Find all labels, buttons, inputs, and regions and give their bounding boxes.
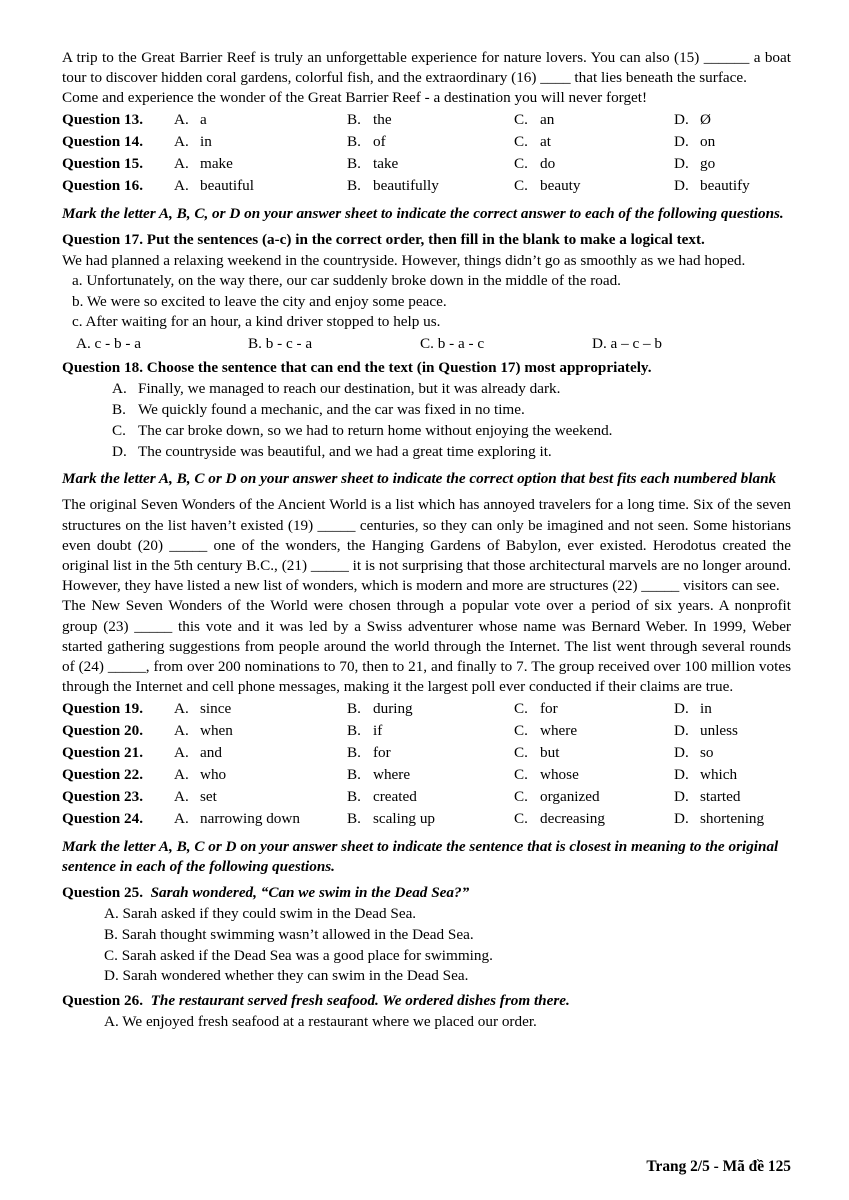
option-c[interactable] (514, 786, 674, 808)
option-a[interactable] (174, 808, 347, 830)
option-label: D. (674, 110, 689, 128)
option-text: unless (700, 721, 738, 739)
option-label: B. (347, 132, 361, 150)
mcq-row (62, 131, 791, 153)
instruction-3: Mark the letter A, B, C or D on your answer sheet to indicate the sentence that is closest in meaning to the original sentence in each of the following questions. (62, 837, 779, 875)
option-text: decreasing (540, 809, 605, 827)
mcq-row (62, 109, 791, 131)
passage-2-paragraph-1: The original Seven Wonders of the Ancient World is a list which has annoyed travelers for a long time. Six of the seven structures on the list haven’t existed (19) _____ centuries, so they can only be imagined and not seen. Some historians even doubt (20) _____ one of the wonders, the Hanging Gardens of Babylon, ever existed. Herodotus created the original list in the 5th century B.C., (21) _____ it is not surprising that those architectural marvels are no longer around. However, they have listed a new list of wonders, which is modern and more are structures (22) _____ visitors can see. (62, 496, 791, 595)
option-text: narrowing down (200, 809, 300, 827)
instruction-2: Mark the letter A, B, C or D on your answer sheet to indicate the correct option that best fits each numbered blank (62, 470, 777, 488)
list-item: c. After waiting for an hour, a kind driver stopped to help us. (72, 313, 441, 331)
option-text: when (200, 721, 233, 739)
option-label: C. (514, 699, 528, 717)
option-text: which (700, 765, 738, 783)
question-26-heading (62, 991, 791, 1011)
mcq-block-1 (62, 109, 791, 197)
option-label: A. (174, 721, 189, 739)
option-d[interactable]: D. Sarah wondered whether they can swim in the Dead Sea. (104, 967, 469, 985)
option-label: D. (674, 765, 689, 783)
option-text: shortening (700, 809, 765, 827)
option-text: beauty (540, 176, 581, 194)
question-number: Question 25. (62, 884, 144, 902)
option-text: for (540, 699, 558, 717)
option-text: beautify (700, 176, 750, 194)
option-d[interactable] (674, 131, 814, 153)
option-a[interactable] (174, 786, 347, 808)
option-d[interactable] (674, 720, 814, 742)
mcq-row (62, 175, 791, 197)
option-d[interactable] (674, 698, 814, 720)
option-label: B. (347, 154, 361, 172)
option-text: who (200, 765, 227, 783)
question-number: Question 23. (62, 787, 144, 805)
option-label: C. (514, 176, 528, 194)
option-a[interactable] (174, 131, 347, 153)
option-c[interactable] (514, 742, 674, 764)
option-label: C. (514, 721, 528, 739)
option-text: during (373, 699, 413, 717)
option-text: created (373, 787, 417, 805)
mcq-row (62, 742, 791, 764)
option-c[interactable] (514, 808, 674, 830)
option-c[interactable] (514, 698, 674, 720)
option-label: A. (174, 787, 189, 805)
page-footer: Trang 2/5 - Mã đề 125 (646, 1158, 791, 1175)
question-18-options (62, 379, 791, 462)
option-a[interactable] (174, 175, 347, 197)
option-text: in (200, 132, 212, 150)
option-c[interactable]: C. b - a - c (420, 334, 485, 352)
question-17-heading: Question 17. Put the sentences (a-c) in the correct order, then fill in the blank to make a logical text. (62, 231, 705, 248)
mcq-block-2 (62, 698, 791, 830)
question-25-options (62, 904, 791, 987)
option-d[interactable] (674, 742, 814, 764)
option-label: D. (674, 176, 689, 194)
option-text: whose (540, 765, 579, 783)
option-label: B. (347, 721, 361, 739)
option-label: C. (514, 765, 528, 783)
option-b[interactable]: B. Sarah thought swimming wasn’t allowed in the Dead Sea. (104, 926, 474, 944)
option-d[interactable] (674, 109, 814, 131)
reading-intro-paragraph-2: Come and experience the wonder of the Great Barrier Reef - a destination you will never forget! (62, 89, 648, 107)
option-label: D. (674, 154, 689, 172)
option-label: C. (514, 154, 528, 172)
option-label: B. (347, 176, 361, 194)
option-c[interactable] (514, 153, 674, 175)
option-text: organized (540, 787, 600, 805)
option-label: A. (174, 743, 189, 761)
option-label: D. (674, 743, 689, 761)
question-stem: The restaurant served fresh seafood. We ordered dishes from there. (150, 992, 570, 1010)
option-text: at (540, 132, 551, 150)
option-label: D. (674, 787, 689, 805)
option-b[interactable] (347, 808, 514, 830)
option-d[interactable] (674, 808, 814, 830)
option-text: where (540, 721, 578, 739)
option-label: A. (174, 110, 189, 128)
option-d[interactable] (674, 786, 814, 808)
option-b[interactable] (347, 175, 514, 197)
option-c[interactable]: C. Sarah asked if the Dead Sea was a good place for swimming. (104, 946, 493, 964)
option-text: set (200, 787, 217, 805)
question-18-heading: Question 18. Choose the sentence that can end the text (in Question 17) most appropriately. (62, 359, 652, 377)
question-number: Question 13. (62, 110, 144, 128)
option-label: C. (514, 132, 528, 150)
option-b[interactable] (347, 131, 514, 153)
option-label: B. (347, 110, 361, 128)
question-stem: Sarah wondered, “Can we swim in the Dead Sea?” (150, 884, 470, 902)
option-text: where (373, 765, 411, 783)
question-number: Question 16. (62, 176, 144, 194)
option-text: beautifully (373, 176, 439, 194)
option-label: A. (174, 176, 189, 194)
option-text: and (200, 743, 222, 761)
option-text: take (373, 154, 399, 172)
option-d[interactable] (674, 175, 814, 197)
option-label: A. (174, 765, 189, 783)
option-a[interactable] (174, 153, 347, 175)
option-label: D. (674, 132, 689, 150)
option-d[interactable] (62, 442, 791, 463)
option-c[interactable] (62, 421, 791, 442)
option-text: scaling up (373, 809, 436, 827)
option-label: D. (674, 721, 689, 739)
option-label: B. (347, 699, 361, 717)
question-number: Question 14. (62, 132, 144, 150)
option-label: C. (112, 421, 126, 439)
option-text: The car broke down, so we had to return home without enjoying the weekend. (138, 421, 613, 439)
mcq-row (62, 698, 791, 720)
option-a[interactable]: A. We enjoyed fresh seafood at a restaurant where we placed our order. (104, 1013, 537, 1031)
list-item: a. Unfortunately, on the way there, our car suddenly broke down in the middle of the road. (72, 272, 621, 290)
option-b[interactable] (347, 720, 514, 742)
option-b[interactable] (347, 109, 514, 131)
option-label: C. (514, 787, 528, 805)
option-label: A. (174, 132, 189, 150)
option-text: of (373, 132, 386, 150)
option-text: but (540, 743, 560, 761)
option-a[interactable] (174, 720, 347, 742)
option-a[interactable] (62, 379, 791, 400)
option-text: go (700, 154, 716, 172)
option-b[interactable] (347, 153, 514, 175)
option-text: a (200, 110, 207, 128)
option-a[interactable]: A. Sarah asked if they could swim in the Dead Sea. (104, 905, 417, 923)
option-label: C. (514, 110, 528, 128)
option-label: C. (514, 809, 528, 827)
passage-2-paragraph-2: The New Seven Wonders of the World were chosen through a popular vote over a period of six years. A nonprofit group (23) _____ this vote and it was led by a Swiss adventurer whose name was Bernard Weber. In 1999, Weber started gathering suggestions from people around the world through the Internet. The list went through several rounds of (24) _____, from over 200 nominations to 70, then to 21, and finally to 7. The group received over 100 million votes through the Internet and cell phone messages, making it the largest poll ever conducted if their claims are true. (62, 597, 791, 696)
option-text: since (200, 699, 232, 717)
option-label: B. (347, 809, 361, 827)
instruction-1: Mark the letter A, B, C, or D on your answer sheet to indicate the correct answer to each of the following questions. (62, 204, 784, 222)
option-c[interactable] (514, 720, 674, 742)
option-label: A. (174, 809, 189, 827)
option-d[interactable] (674, 153, 814, 175)
option-text: started (700, 787, 741, 805)
option-label: D. (674, 809, 689, 827)
option-text: if (373, 721, 383, 739)
option-c[interactable] (514, 764, 674, 786)
option-b[interactable]: B. b - c - a (248, 334, 313, 352)
question-26-options (62, 1012, 791, 1033)
option-a[interactable]: A. c - b - a (76, 334, 141, 352)
option-a[interactable] (174, 742, 347, 764)
option-text: so (700, 743, 714, 761)
option-text: beautiful (200, 176, 254, 194)
option-text: the (373, 110, 392, 128)
option-d[interactable] (674, 764, 814, 786)
mcq-row (62, 153, 791, 175)
option-c[interactable] (514, 175, 674, 197)
question-number: Question 20. (62, 721, 144, 739)
option-text: in (700, 699, 712, 717)
option-text: on (700, 132, 716, 150)
mcq-row (62, 786, 791, 808)
option-label: B. (347, 765, 361, 783)
option-label: A. (174, 154, 189, 172)
option-b[interactable] (62, 400, 791, 421)
reading-intro-paragraph-1: A trip to the Great Barrier Reef is truly an unforgettable experience for nature lovers. You can also (15) ______ a boat tour to discover hidden coral gardens, colorful fish, and the extraordinary (16) ____ that lies beneath the surface. (62, 49, 791, 87)
option-label: A. (174, 699, 189, 717)
mcq-row (62, 808, 791, 830)
option-text: do (540, 154, 556, 172)
question-17-answers (62, 333, 791, 354)
option-text: The countryside was beautiful, and we had a great time exploring it. (138, 442, 552, 460)
option-label: D. (674, 699, 689, 717)
mcq-row (62, 720, 791, 742)
question-number: Question 24. (62, 809, 144, 827)
option-text: an (540, 110, 555, 128)
option-label: A. (112, 380, 127, 398)
option-c[interactable] (514, 131, 674, 153)
option-b[interactable] (347, 786, 514, 808)
question-number: Question 22. (62, 765, 144, 783)
option-label: D. (112, 442, 127, 460)
question-number: Question 19. (62, 699, 144, 717)
option-b[interactable] (347, 698, 514, 720)
question-number: Question 26. (62, 992, 144, 1010)
option-text: Finally, we managed to reach our destination, but it was already dark. (138, 380, 561, 398)
option-label: B. (347, 743, 361, 761)
question-number: Question 15. (62, 154, 144, 172)
option-text: We quickly found a mechanic, and the car was fixed in no time. (138, 401, 525, 419)
option-a[interactable] (174, 698, 347, 720)
option-b[interactable] (347, 742, 514, 764)
question-17-intro: We had planned a relaxing weekend in the countryside. However, things didn’t go as smoothly as we had hoped. (62, 252, 746, 270)
question-17-sentences (62, 271, 791, 333)
list-item: b. We were so excited to leave the city and enjoy some peace. (72, 292, 447, 310)
question-number: Question 21. (62, 743, 144, 761)
option-text: make (200, 154, 233, 172)
option-d[interactable]: D. a – c – b (592, 334, 663, 352)
option-label: C. (514, 743, 528, 761)
mcq-row (62, 764, 791, 786)
option-a[interactable] (174, 764, 347, 786)
option-label: B. (112, 401, 126, 419)
question-25-heading (62, 883, 791, 903)
option-label: B. (347, 787, 361, 805)
option-a[interactable] (174, 109, 347, 131)
option-text: Ø (700, 110, 711, 128)
option-text: for (373, 743, 391, 761)
option-b[interactable] (347, 764, 514, 786)
option-c[interactable] (514, 109, 674, 131)
